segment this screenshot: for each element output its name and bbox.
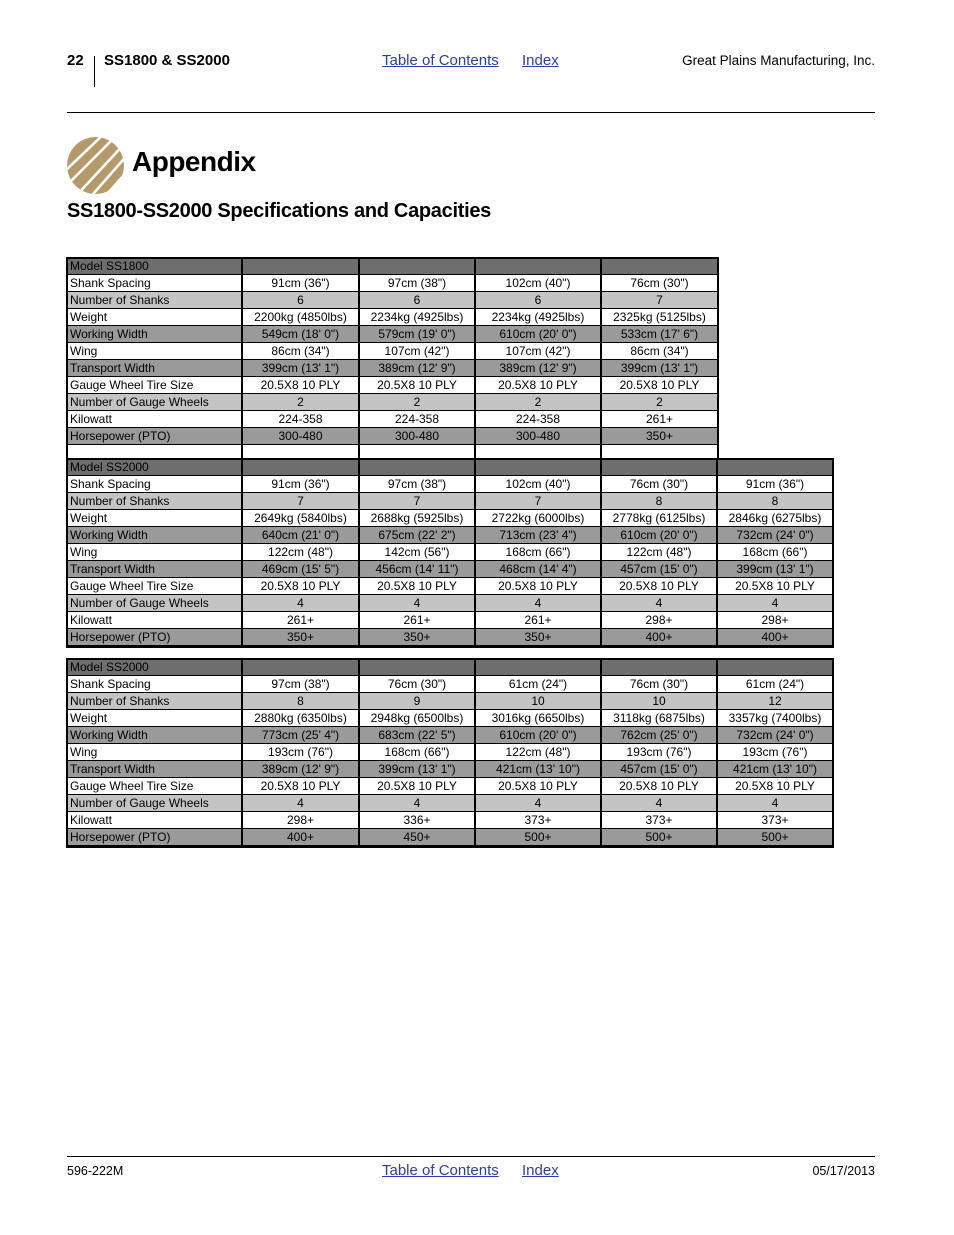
cell: 2880kg (6350lbs): [242, 709, 359, 726]
cell: 20.5X8 10 PLY: [475, 577, 601, 594]
cell: 350+: [359, 628, 475, 645]
cell: 6: [475, 291, 601, 308]
row-label: Shank Spacing: [68, 274, 242, 291]
page-subtitle: SS1800-SS2000 Specifications and Capacities: [67, 200, 491, 222]
cell: 97cm (38"): [359, 274, 475, 291]
cell: 20.5X8 10 PLY: [242, 777, 359, 794]
cell: 91cm (36"): [242, 475, 359, 492]
cell: 8: [242, 692, 359, 709]
cell: 20.5X8 10 PLY: [242, 376, 359, 393]
cell: 6: [359, 291, 475, 308]
cell: 300-480: [359, 427, 475, 444]
cell: 350+: [242, 628, 359, 645]
cell: 773cm (25' 4"): [242, 726, 359, 743]
spec-table-ss2000-b: [68, 660, 832, 846]
cell: 762cm (25' 0"): [601, 726, 717, 743]
spec-table-ss2000-a: [68, 460, 832, 646]
cell: 373+: [601, 811, 717, 828]
cell: 2325kg (5125lbs): [601, 308, 717, 325]
row-label: Number of Gauge Wheels: [68, 393, 242, 410]
header-index-link[interactable]: Index: [522, 52, 559, 69]
cell: 2: [359, 393, 475, 410]
cell: 20.5X8 10 PLY: [475, 376, 601, 393]
row-label: Wing: [68, 543, 242, 560]
cell: 2200kg (4850lbs): [242, 308, 359, 325]
cell: 732cm (24' 0"): [717, 726, 832, 743]
row-label: Gauge Wheel Tire Size: [68, 376, 242, 393]
row-label: Number of Shanks: [68, 291, 242, 308]
cell: 399cm (13' 1"): [242, 359, 359, 376]
cell: 224-358: [359, 410, 475, 427]
cell: 4: [601, 594, 717, 611]
cell: 10: [475, 692, 601, 709]
cell: 8: [717, 492, 832, 509]
cell: 4: [717, 594, 832, 611]
cell: 4: [359, 794, 475, 811]
cell: 2778kg (6125lbs): [601, 509, 717, 526]
cell: 122cm (48"): [601, 543, 717, 560]
cell: 4: [475, 794, 601, 811]
row-label: Shank Spacing: [68, 675, 242, 692]
row-label: Number of Gauge Wheels: [68, 794, 242, 811]
row-label: Number of Shanks: [68, 692, 242, 709]
cell: 2: [242, 393, 359, 410]
cell: 97cm (38"): [242, 675, 359, 692]
row-label: Number of Shanks: [68, 492, 242, 509]
cell: 640cm (21' 0"): [242, 526, 359, 543]
row-label: Gauge Wheel Tire Size: [68, 777, 242, 794]
row-label: Wing: [68, 743, 242, 760]
cell: 168cm (66"): [475, 543, 601, 560]
cell: 142cm (56"): [359, 543, 475, 560]
cell: 610cm (20' 0"): [601, 526, 717, 543]
cell: 400+: [717, 628, 832, 645]
cell: 675cm (22' 2"): [359, 526, 475, 543]
cell: 610cm (20' 0"): [475, 325, 601, 342]
page-number: 22: [67, 52, 84, 69]
cell: 4: [601, 794, 717, 811]
cell: 7: [475, 492, 601, 509]
cell: 6: [242, 291, 359, 308]
cell: 91cm (36"): [242, 274, 359, 291]
cell: 61cm (24"): [717, 675, 832, 692]
cell: 3118kg (6875lbs): [601, 709, 717, 726]
cell: 122cm (48"): [242, 543, 359, 560]
row-label: Working Width: [68, 726, 242, 743]
cell: 261+: [601, 410, 717, 427]
cell: 549cm (18' 0"): [242, 325, 359, 342]
row-label: Kilowatt: [68, 811, 242, 828]
cell: 76cm (30"): [601, 675, 717, 692]
row-label: Transport Width: [68, 359, 242, 376]
footer-index-link[interactable]: Index: [522, 1162, 559, 1179]
cell: 468cm (14' 4"): [475, 560, 601, 577]
row-label: Weight: [68, 308, 242, 325]
cell: 457cm (15' 0"): [601, 760, 717, 777]
row-label: Number of Gauge Wheels: [68, 594, 242, 611]
cell: 20.5X8 10 PLY: [717, 777, 832, 794]
cell: 683cm (22' 5"): [359, 726, 475, 743]
cell: 4: [242, 594, 359, 611]
cell: 168cm (66"): [359, 743, 475, 760]
cell: 500+: [475, 828, 601, 845]
cell: 2234kg (4925lbs): [359, 308, 475, 325]
row-label: Kilowatt: [68, 410, 242, 427]
doc-title: SS1800 & SS2000: [104, 52, 230, 69]
great-plains-logo-icon: [67, 137, 124, 194]
cell: 122cm (48"): [475, 743, 601, 760]
cell: 400+: [242, 828, 359, 845]
row-label: Working Width: [68, 325, 242, 342]
model-label: Model SS2000: [68, 460, 242, 475]
cell: 224-358: [475, 410, 601, 427]
cell: 61cm (24"): [475, 675, 601, 692]
cell: 579cm (19' 0"): [359, 325, 475, 342]
cell: 107cm (42"): [475, 342, 601, 359]
cell: 224-358: [242, 410, 359, 427]
cell: 9: [359, 692, 475, 709]
cell: 91cm (36"): [717, 475, 832, 492]
cell: 20.5X8 10 PLY: [717, 577, 832, 594]
row-label: Transport Width: [68, 760, 242, 777]
cell: 2234kg (4925lbs): [475, 308, 601, 325]
cell: 86cm (34"): [601, 342, 717, 359]
cell: 20.5X8 10 PLY: [601, 577, 717, 594]
row-label: Weight: [68, 509, 242, 526]
cell: 261+: [475, 611, 601, 628]
cell: 20.5X8 10 PLY: [359, 777, 475, 794]
cell: 336+: [359, 811, 475, 828]
cell: 300-480: [242, 427, 359, 444]
cell: 373+: [717, 811, 832, 828]
cell: 456cm (14' 11"): [359, 560, 475, 577]
spec-table-ss1800: [68, 259, 717, 462]
cell: 10: [601, 692, 717, 709]
cell: 500+: [717, 828, 832, 845]
cell: 76cm (30"): [359, 675, 475, 692]
cell: 4: [242, 794, 359, 811]
cell: 2649kg (5840lbs): [242, 509, 359, 526]
row-label: Weight: [68, 709, 242, 726]
cell: 500+: [601, 828, 717, 845]
cell: 298+: [242, 811, 359, 828]
cell: 12: [717, 692, 832, 709]
doc-date: 05/17/2013: [812, 1164, 875, 1178]
cell: 399cm (13' 1"): [601, 359, 717, 376]
cell: 4: [475, 594, 601, 611]
footer-toc-link[interactable]: Table of Contents: [382, 1162, 499, 1179]
cell: 76cm (30"): [601, 475, 717, 492]
footer-rule: [67, 1156, 875, 1157]
cell: 350+: [475, 628, 601, 645]
header-toc-link[interactable]: Table of Contents: [382, 52, 499, 69]
row-label: Horsepower (PTO): [68, 828, 242, 845]
cell: 7: [242, 492, 359, 509]
cell: 2948kg (6500lbs): [359, 709, 475, 726]
cell: 8: [601, 492, 717, 509]
section-title: Appendix: [132, 146, 256, 177]
cell: 2688kg (5925lbs): [359, 509, 475, 526]
header-rule: [67, 112, 875, 113]
cell: 261+: [359, 611, 475, 628]
cell: 389cm (12' 9"): [359, 359, 475, 376]
cell: 107cm (42"): [359, 342, 475, 359]
cell: 102cm (40"): [475, 274, 601, 291]
cell: 102cm (40"): [475, 475, 601, 492]
cell: 713cm (23' 4"): [475, 526, 601, 543]
cell: 450+: [359, 828, 475, 845]
company-name: Great Plains Manufacturing, Inc.: [682, 53, 875, 68]
cell: 20.5X8 10 PLY: [359, 376, 475, 393]
doc-number: 596-222M: [67, 1164, 124, 1178]
cell: 20.5X8 10 PLY: [601, 777, 717, 794]
cell: 193cm (76"): [601, 743, 717, 760]
cell: 2: [475, 393, 601, 410]
cell: 421cm (13' 10"): [717, 760, 832, 777]
model-label: Model SS1800: [68, 259, 242, 274]
cell: 168cm (66"): [717, 543, 832, 560]
cell: 399cm (13' 1"): [359, 760, 475, 777]
row-label: Shank Spacing: [68, 475, 242, 492]
cell: 610cm (20' 0"): [475, 726, 601, 743]
cell: 533cm (17' 6"): [601, 325, 717, 342]
cell: 193cm (76"): [242, 743, 359, 760]
cell: 20.5X8 10 PLY: [601, 376, 717, 393]
cell: 20.5X8 10 PLY: [359, 577, 475, 594]
row-label: Horsepower (PTO): [68, 628, 242, 645]
cell: 421cm (13' 10"): [475, 760, 601, 777]
cell: 732cm (24' 0"): [717, 526, 832, 543]
cell: 298+: [717, 611, 832, 628]
header-divider: [94, 56, 95, 87]
cell: 7: [601, 291, 717, 308]
cell: 389cm (12' 9"): [242, 760, 359, 777]
cell: 300-480: [475, 427, 601, 444]
blank-row: [68, 444, 242, 461]
cell: 261+: [242, 611, 359, 628]
cell: 469cm (15' 5"): [242, 560, 359, 577]
cell: 76cm (30"): [601, 274, 717, 291]
row-label: Gauge Wheel Tire Size: [68, 577, 242, 594]
row-label: Horsepower (PTO): [68, 427, 242, 444]
cell: 2722kg (6000lbs): [475, 509, 601, 526]
cell: 2846kg (6275lbs): [717, 509, 832, 526]
cell: 4: [717, 794, 832, 811]
row-label: Wing: [68, 342, 242, 359]
model-label: Model SS2000: [68, 660, 242, 675]
cell: 298+: [601, 611, 717, 628]
cell: 3357kg (7400lbs): [717, 709, 832, 726]
row-label: Kilowatt: [68, 611, 242, 628]
cell: 2: [601, 393, 717, 410]
cell: 457cm (15' 0"): [601, 560, 717, 577]
cell: 7: [359, 492, 475, 509]
cell: 389cm (12' 9"): [475, 359, 601, 376]
cell: 350+: [601, 427, 717, 444]
cell: 97cm (38"): [359, 475, 475, 492]
cell: 4: [359, 594, 475, 611]
cell: 86cm (34"): [242, 342, 359, 359]
cell: 373+: [475, 811, 601, 828]
cell: 400+: [601, 628, 717, 645]
cell: 399cm (13' 1"): [717, 560, 832, 577]
row-label: Working Width: [68, 526, 242, 543]
row-label: Transport Width: [68, 560, 242, 577]
cell: 20.5X8 10 PLY: [475, 777, 601, 794]
cell: 3016kg (6650lbs): [475, 709, 601, 726]
cell: 20.5X8 10 PLY: [242, 577, 359, 594]
cell: 193cm (76"): [717, 743, 832, 760]
